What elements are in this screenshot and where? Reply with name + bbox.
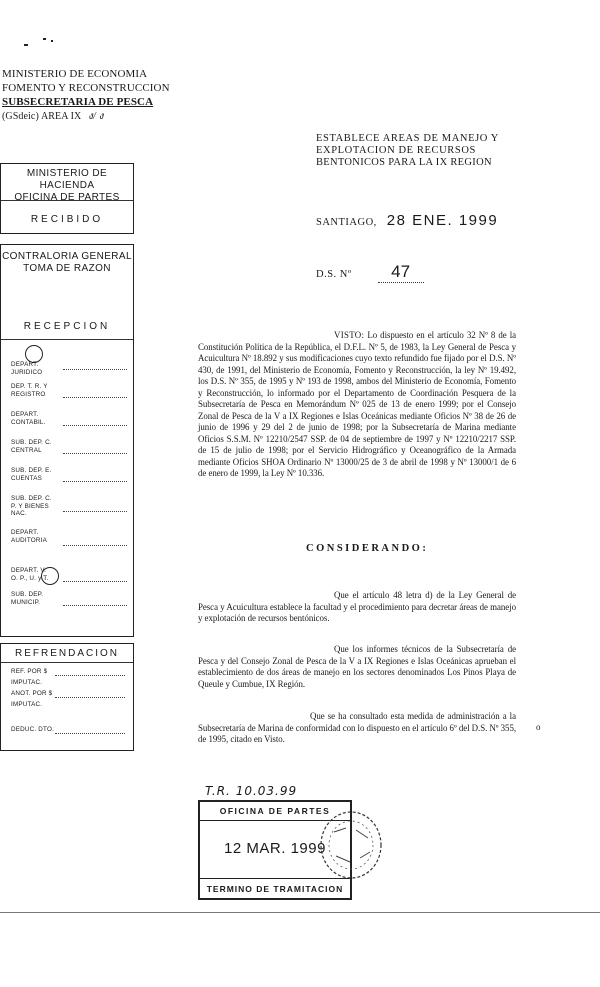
hacienda-reception-stamp (0, 163, 134, 234)
stamp-office: OFICINA DE PARTES (219, 806, 331, 816)
letterhead-subsecretaria: SUBSECRETARIA DE PESCA (2, 96, 154, 108)
routing-row-label: DEPART. AUDITORIA (11, 529, 47, 544)
routing-row-line (63, 453, 127, 455)
divider (1, 200, 133, 201)
stamp-date: 12 MAR. 1999 (224, 840, 326, 857)
decree-number (316, 262, 424, 283)
routing-row-label: DEPART. V. O. P., U. y T. (11, 567, 49, 582)
routing-row-label: DEPART. JURIDICO (11, 361, 43, 376)
scan-speck (51, 40, 53, 42)
ds-number: 47 (378, 262, 424, 283)
routing-row-label: DEPART. CONTABIL. (11, 411, 46, 426)
margin-mark: o (536, 722, 541, 732)
official-round-seal (316, 808, 386, 882)
hacienda-title: MINISTERIO DE HACIENDA (26, 168, 108, 191)
considerando-item (198, 590, 516, 625)
scan-speck (43, 38, 46, 40)
routing-row-label: SUB. DEP. C. CENTRAL (11, 439, 52, 454)
ref-row-label: DEDUC. DTO. (11, 726, 55, 733)
subject-line: ESTABLECE AREAS DE MANEJO Y (316, 133, 499, 144)
considerando-item-text: Que los informes técnicos de la Subsecretaría de Pesca y del Consejo Zonal de Pesca de la V a IX Regiones e Islas Oceánicas aprueban el establecimiento de dos áreas de manejo en los sectores denominados Los Pinos Playa de Queule y Cumbue, IX Región. (198, 644, 516, 689)
divider (1, 662, 133, 663)
considerando-item (198, 711, 516, 746)
refrendacion-title: REFRENDACION (14, 648, 119, 659)
routing-row-label: DEP. T. R. Y REGISTRO (11, 383, 48, 398)
ref-row-line (55, 733, 125, 735)
subject-line: BENTONICOS PARA LA IX REGION (316, 157, 492, 168)
contraloria-title: CONTRALORIA GENERAL (2, 251, 132, 262)
refrendacion-stamp (0, 643, 134, 751)
letterhead-ministry-2: FOMENTO Y RECONSTRUCCION (2, 82, 170, 94)
contraloria-subtitle: TOMA DE RAZON (23, 263, 111, 274)
ref-row-label: IMPUTAC. (11, 701, 43, 708)
place-date (316, 212, 498, 230)
visto-label: VISTO: (334, 330, 365, 340)
letterhead-area: (GSdeic) AREA IX ง/ ง (2, 111, 104, 122)
hacienda-office: OFICINA DE PARTES (14, 192, 120, 203)
letterhead-ministry: MINISTERIO DE ECONOMIA (2, 68, 148, 80)
place-label: SANTIAGO, (316, 217, 377, 228)
routing-row-line (63, 545, 127, 547)
contraloria-stamp (0, 244, 134, 637)
considerando-item-text: Que el artículo 48 letra d) de la Ley General de Pesca y Acuicultura establece la facultad y el procedimiento para decretar áreas de manejo y explotación de recursos bentónicos. (198, 590, 516, 623)
reception-label: RECEPCION (23, 321, 111, 332)
handwritten-tr-note: T.R. 10.03.99 (205, 784, 298, 798)
routing-row-line (63, 581, 127, 583)
scan-speck (24, 44, 28, 46)
ref-row-label: IMPUTAC. (11, 679, 43, 686)
subject-line: EXPLOTACION DE RECURSOS (316, 145, 476, 156)
ref-row-line (55, 697, 125, 699)
handwritten-initials: ง/ ง (87, 111, 104, 122)
routing-row-line (63, 511, 127, 513)
routing-row-line (63, 605, 127, 607)
visto-text: Lo dispuesto en el artículo 32 Nº 8 de la Constitución Política de la República, el D.F.L. Nº 5, de 1983, la Ley General de Pesca y Acuicultura Nº 18.892 y sus modificaciones cuyo texto refundido fue fijado por el D.S. Nº 430, de 1991, del Ministerio de Economía, Fomento y Reconstrucción, la ley Nº 19.492, los D.S. Nº 355, de 1995 y Nº 193 de 1998, ambos del Ministerio de Economía, Fomento y Reconstrucción, lo informado por el Departamento de Coordinación Pesquera de la Subsecretaría de Pesca en Memorándum Nº 025 de 13 de enero 1999; por el Consejo Zonal de Pesca de la V a IX Regiones e Islas Oceánicas mediante Oficios Nº 38 de 26 de junio de 1996 y 29 del 2 de junio de 1998; por la Subsecretaría de Marina mediante Oficios S.S.M. Nº 12210/2547 SSP. de 04 de septiembre de 1997 y Nº 12210/2217 SSP. de 15 de julio de 1998; por el Servicio Hidrográfico y Oceanográfico de la Armada mediante Oficios SHOA Ordinario Nº 13000/25 de 3 de abril de 1998 y Nº 13000/1 de 6 de enero de 1999, la Ley Nº 10.336. (198, 330, 517, 478)
visto-section (198, 330, 516, 480)
routing-row-label: SUB. DEP. E. CUENTAS (11, 467, 52, 482)
considerando-item-text: Que se ha consultado esta medida de administración a la Subsecretaría de Marina de conformidad con lo dispuesto en el artículo 6º del D.S. Nº 355, de 1995, citado en Visto. (198, 711, 516, 744)
routing-row-label: SUB. DEP. MUNICIP. (11, 591, 44, 606)
decree-subject (316, 133, 499, 169)
routing-row-line (63, 369, 127, 371)
considerando-heading: CONSIDERANDO: (306, 543, 429, 554)
routing-row-line (63, 425, 127, 427)
considerando-item (198, 644, 516, 690)
hacienda-received: RECIBIDO (30, 214, 104, 225)
routing-row-line (63, 397, 127, 399)
ref-row-line (55, 675, 125, 677)
routing-row-line (63, 481, 127, 483)
divider (1, 339, 133, 340)
ref-row-label: ANOT. POR $ (11, 690, 53, 697)
ref-row-label: REF. POR $ (11, 668, 48, 675)
scan-edge-line (0, 912, 600, 913)
ds-label: D.S. Nº (316, 269, 352, 280)
date-stamp: 28 ENE. 1999 (386, 212, 499, 229)
routing-row-label: SUB. DEP. C. P. Y BIENES NAC. (11, 495, 52, 517)
stamp-footer: TERMINO DE TRAMITACION (206, 884, 344, 894)
